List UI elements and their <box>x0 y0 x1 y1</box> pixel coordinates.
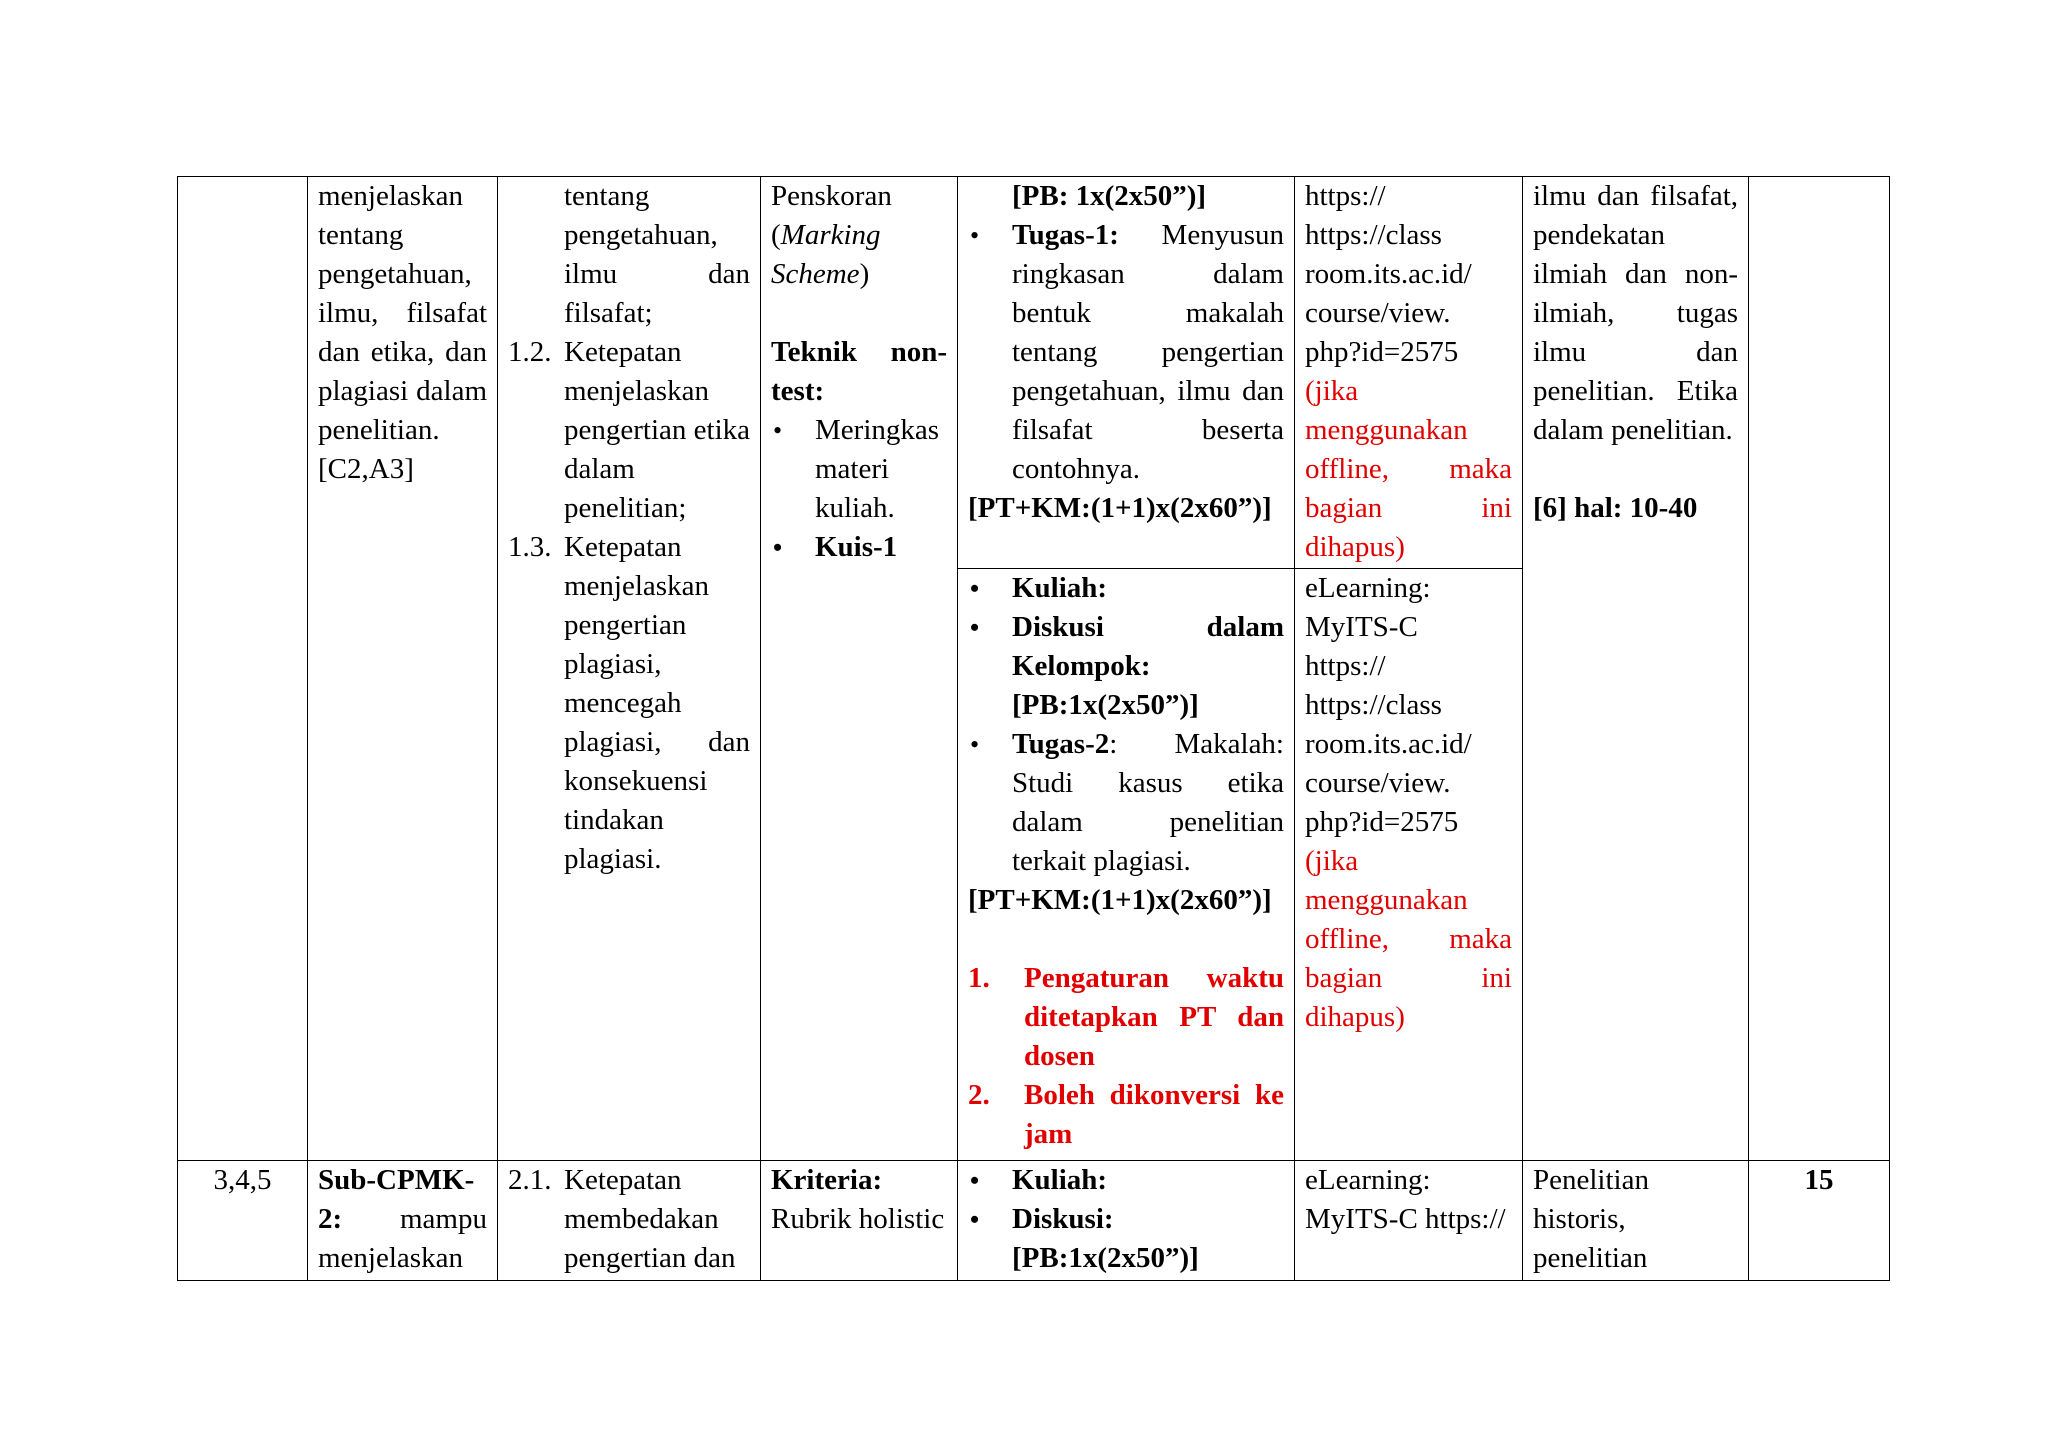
list-item: • Kuliah: <box>968 569 1284 608</box>
list-item: • Diskusi dalam Kelompok: [PB:1x(2x50”)] <box>968 608 1284 725</box>
sub-cpmk-cell: Sub-CPMK-2: mampu menjelaskan <box>308 1161 498 1281</box>
online-top-cell <box>1295 177 1523 569</box>
pb-label: [PB:1x(2x50”)] <box>1012 1242 1199 1274</box>
assessment-cell <box>761 177 958 1161</box>
weight-cell <box>1749 177 1890 1161</box>
indicator-cell <box>498 177 761 1161</box>
material-cell <box>1523 177 1749 1161</box>
weight-cell: 15 <box>1749 1161 1890 1281</box>
online-cell: eLearning: MyITS-C https:// <box>1295 1161 1523 1281</box>
sub-cpmk-code: [C2,A3] <box>318 453 414 485</box>
indicator-list <box>508 333 750 879</box>
assessment-list <box>771 411 947 567</box>
online-bottom-cell <box>1295 569 1523 1161</box>
rps-table <box>177 176 1890 1281</box>
learning-list <box>968 1161 1284 1239</box>
list-item: 2.1. Ketepatan membedakan pengertian dan <box>508 1164 736 1274</box>
platform-name: eLearning: MyITS-C <box>1305 572 1431 643</box>
material-reference: [6] hal: 10-40 <box>1533 492 1698 524</box>
list-item: • Kuis-1 <box>771 528 947 567</box>
indicator-number: 1.2. <box>508 336 552 368</box>
list-item: 2. Boleh dikonversi ke jam <box>968 1079 1284 1150</box>
learning-method-cell <box>958 1161 1295 1281</box>
learning-list <box>968 216 1284 489</box>
indicator-lead: tentang pengetahuan, ilmu dan filsafat; <box>564 180 750 329</box>
assessment-marking: (Marking Scheme) <box>771 219 881 290</box>
note-list <box>968 959 1284 1154</box>
sub-cpmk-text: menjelaskan tentang pengetahuan, ilmu, filsafat dan etika, dan plagiasi dalam penelitian. <box>318 180 487 446</box>
table-row <box>178 1161 1890 1281</box>
indicator-list <box>508 1161 750 1278</box>
indicator-cell <box>498 1161 761 1281</box>
assessment-cell: Kriteria: Rubrik holistic <box>761 1161 958 1281</box>
week-cell <box>178 177 308 1161</box>
material-text: ilmu dan filsafat, pendekatan ilmiah dan non-ilmiah, tugas ilmu dan penelitian. Etika dalam penelitian. <box>1533 180 1738 446</box>
indicator-number: 1.3. <box>508 531 552 563</box>
ptkm-label: [PT+KM:(1+1)x(2x60”)] <box>968 492 1272 524</box>
list-item <box>508 333 750 528</box>
indicator-text: Ketepatan menjelaskan pengertian etika dalam penelitian; <box>564 336 750 524</box>
learning-method-top-cell <box>958 177 1295 569</box>
list-item: • Meringkas materi kuliah. <box>771 411 947 528</box>
course-link[interactable]: https:// https://class room.its.ac.id/ course/view. php?id=2575 <box>1305 650 1472 838</box>
material-cell: Penelitian historis, penelitian <box>1523 1161 1749 1281</box>
list-item: • Kuliah: <box>968 1161 1284 1200</box>
list-item <box>508 528 750 879</box>
list-item: • Tugas-2: Makalah: Studi kasus etika dalam penelitian terkait plagiasi. <box>968 725 1284 881</box>
offline-note: (jika menggunakan offline, maka bagian ini dihapus) <box>1305 845 1512 1033</box>
list-item: • Diskusi: <box>968 1200 1284 1239</box>
ptkm-label: [PT+KM:(1+1)x(2x60”)] <box>968 884 1272 916</box>
assessment-technique: Teknik non-test: <box>771 336 947 407</box>
indicator-text: Ketepatan menjelaskan pengertian plagiasi, mencegah plagiasi, dan konsekuensi tindakan plagiasi. <box>564 531 750 875</box>
assessment-scoring: Penskoran <box>771 180 892 212</box>
week-cell: 3,4,5 <box>178 1161 308 1281</box>
learning-list <box>968 569 1284 881</box>
table-row <box>178 177 1890 569</box>
list-item: • Tugas-1: Menyusun ringkasan dalam bentuk makalah tentang pengertian pengetahuan, ilmu dan filsafat beserta contohnya. <box>968 216 1284 489</box>
course-link[interactable]: https:// https://class room.its.ac.id/ course/view. php?id=2575 <box>1305 180 1472 368</box>
offline-note: (jika menggunakan offline, maka bagian ini dihapus) <box>1305 375 1512 563</box>
list-item: 1. Pengaturan waktu ditetapkan PT dan dosen <box>968 962 1284 1072</box>
pb-label: [PB: 1x(2x50”)] <box>1012 180 1207 212</box>
sub-cpmk-cell <box>308 177 498 1161</box>
learning-method-bottom-cell <box>958 569 1295 1161</box>
rps-table-page <box>177 176 1889 1281</box>
